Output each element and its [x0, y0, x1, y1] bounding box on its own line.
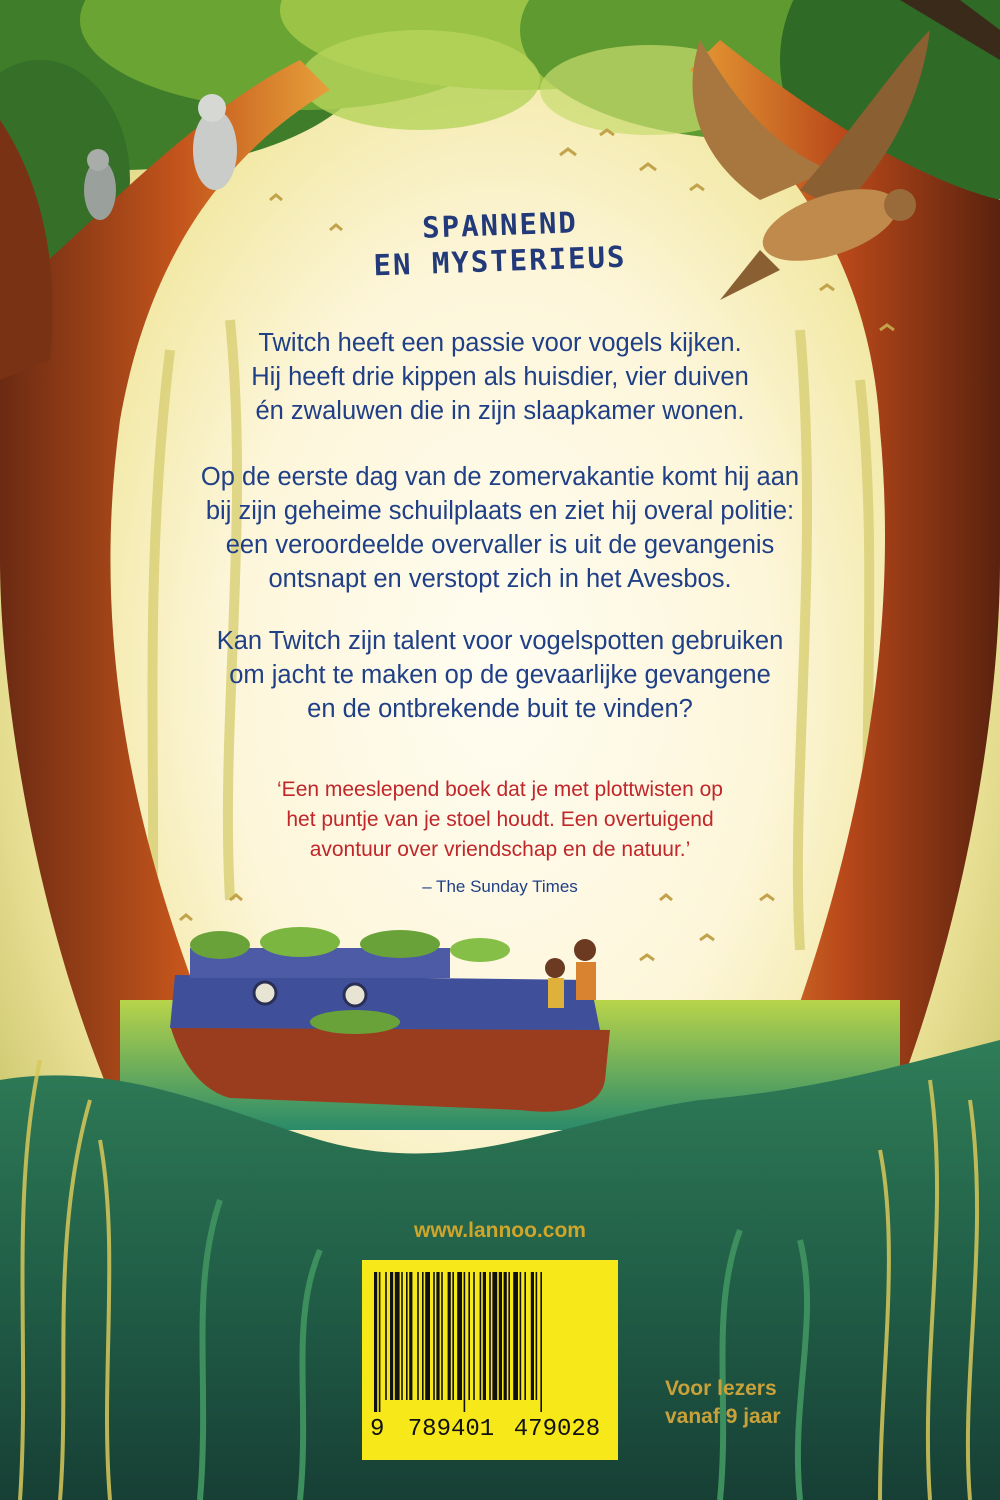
- barcode-bar: [417, 1272, 419, 1400]
- barcode-bar: [531, 1272, 534, 1400]
- isbn-number: [370, 1416, 610, 1443]
- barcode-bar: [433, 1272, 435, 1400]
- barcode-bar: [483, 1272, 486, 1400]
- blurb-line: Twitch heeft een passie voor vogels kijken.: [258, 329, 742, 357]
- barcode-bar: [436, 1272, 439, 1400]
- blurb-line: bij zijn geheime schuilplaats en ziet hij overal politie:: [205, 497, 795, 525]
- age-label-line: Voor lezers: [665, 1377, 777, 1400]
- barcode-bar: [406, 1272, 408, 1400]
- isbn-digit-group: 9: [370, 1416, 385, 1443]
- barcode-bar: [452, 1272, 454, 1400]
- barcode-bars: [372, 1272, 608, 1412]
- barcode-bar: [473, 1272, 475, 1400]
- barcode-bar: [395, 1272, 400, 1400]
- barcode-bar: [520, 1272, 522, 1400]
- barcode-bar: [379, 1272, 381, 1412]
- blurb-line: Op de eerste dag van de zomervakantie komt hij aan: [200, 463, 800, 491]
- blurb-paragraph-1: [150, 326, 850, 428]
- blurb-paragraph-3: [150, 624, 850, 726]
- blurb-line: Hij heeft drie kippen als huisdier, vier duiven: [251, 363, 749, 391]
- blurb-line: ontsnapt en verstopt zich in het Avesbos.: [268, 565, 732, 593]
- review-quote: [200, 775, 800, 865]
- heading-line-1: SPANNEND: [421, 205, 579, 245]
- barcode-bar: [374, 1272, 377, 1412]
- barcode-bar: [409, 1272, 412, 1400]
- barcode-bar: [489, 1272, 491, 1400]
- publisher-website: www.lannoo.com: [414, 1219, 586, 1242]
- blurb-line: en de ontbrekende buit te vinden?: [307, 695, 693, 723]
- age-label: [665, 1375, 781, 1431]
- quote-line: het puntje van je stoel houdt. Een overtuigend: [286, 808, 714, 831]
- barcode-bar: [448, 1272, 451, 1400]
- barcode-bar: [425, 1272, 430, 1400]
- barcode: [362, 1260, 618, 1460]
- blurb-line: om jacht te maken op de gevaarlijke gevangene: [229, 661, 771, 689]
- blurb-line: Kan Twitch zijn talent voor vogelspotten gebruiken: [216, 627, 784, 655]
- barcode-bar: [504, 1272, 507, 1400]
- barcode-bar: [390, 1272, 393, 1400]
- barcode-bar: [385, 1272, 387, 1400]
- barcode-bar: [492, 1272, 497, 1400]
- barcode-bar: [536, 1272, 538, 1400]
- age-label-line: vanaf 9 jaar: [665, 1405, 781, 1428]
- quote-line: avontuur over vriendschap en de natuur.’: [309, 838, 691, 861]
- blurb-line: én zwaluwen die in zijn slaapkamer wonen.: [255, 397, 745, 425]
- blurb-paragraph-2: [150, 460, 850, 596]
- quote-line: ‘Een meeslepend boek dat je met plottwisten op: [277, 778, 723, 801]
- barcode-bar: [457, 1272, 462, 1400]
- barcode-bar: [524, 1272, 526, 1400]
- isbn-digit-group: 789401: [407, 1416, 495, 1443]
- blurb-line: een veroordeelde overvaller is uit de gevangenis: [225, 531, 775, 559]
- barcode-bar: [513, 1272, 518, 1400]
- barcode-bar: [508, 1272, 510, 1400]
- barcode-bar: [540, 1272, 542, 1412]
- review-attribution: – The Sunday Times: [422, 877, 578, 896]
- barcode-bar: [401, 1272, 403, 1400]
- barcode-bar: [468, 1272, 470, 1400]
- isbn-digit-group: 479028: [513, 1416, 601, 1443]
- barcode-bar: [480, 1272, 482, 1400]
- heading-line-2: EN MYSTERIEUS: [372, 239, 628, 283]
- barcode-bar: [441, 1272, 443, 1400]
- barcode-bar: [464, 1272, 466, 1412]
- barcode-bar: [499, 1272, 502, 1400]
- barcode-bar: [422, 1272, 424, 1400]
